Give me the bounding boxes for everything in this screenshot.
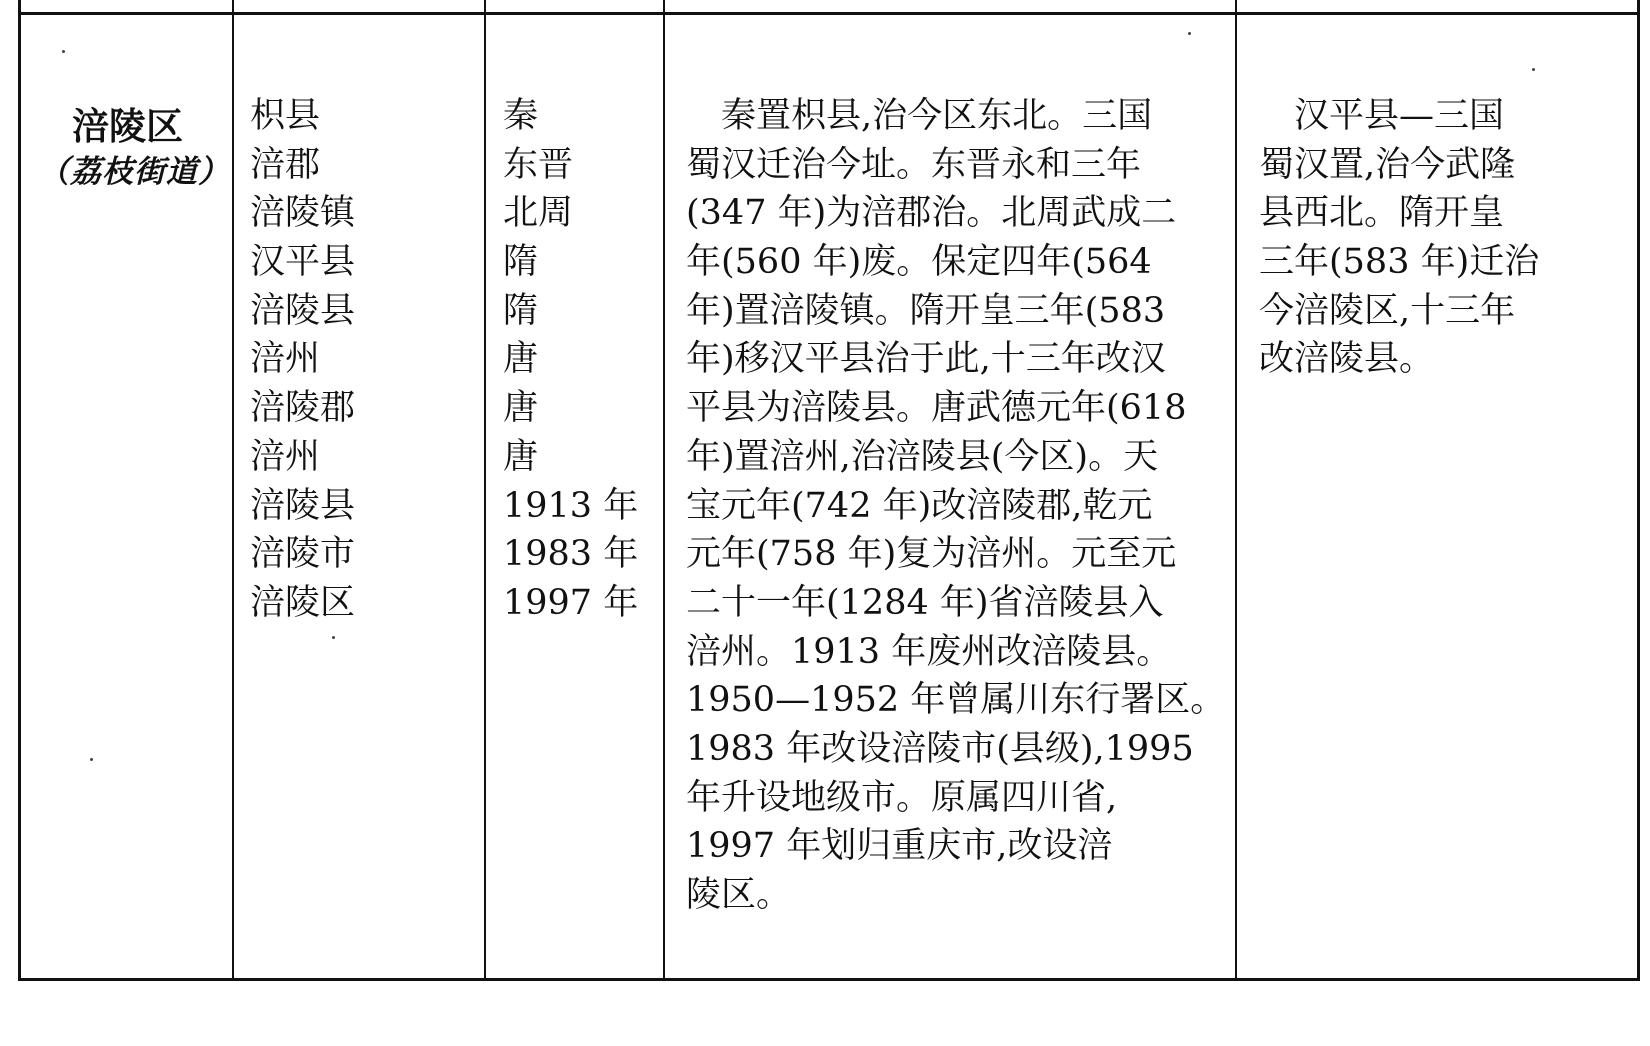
list-item: 涪郡 xyxy=(250,144,321,185)
table-top-rule xyxy=(18,12,1640,15)
history-line: 1950—1952 年曾属川东行署区。 xyxy=(686,680,1226,721)
history-line: 元年(758 年)复为涪州。元至元 xyxy=(686,534,1177,575)
list-item: 唐 xyxy=(503,339,539,380)
history-line: 1997 年划归重庆市,改设涪 xyxy=(686,826,1113,867)
list-item: 涪陵市 xyxy=(250,534,356,575)
note-line: 汉平县—三国 xyxy=(1259,96,1505,136)
column-divider-4 xyxy=(1235,0,1237,981)
history-line: 秦置枳县,治今区东北。三国 xyxy=(686,96,1153,136)
place-name: 涪陵区 xyxy=(72,104,183,148)
list-item: 汉平县 xyxy=(250,242,356,283)
list-item: 1997 年 xyxy=(503,582,639,623)
scan-speck xyxy=(90,758,93,761)
history-line: 年)置涪州,治涪陵县(今区)。天 xyxy=(686,436,1159,477)
note-line: 县西北。隋开皇 xyxy=(1259,193,1505,234)
eras-list xyxy=(503,92,638,628)
history-line: 宝元年(742 年)改涪陵郡,乾元 xyxy=(686,485,1153,526)
list-item: 唐 xyxy=(503,436,539,477)
history-line: 涪州。1913 年废州改涪陵县。 xyxy=(686,631,1172,672)
history-line: 平县为涪陵县。唐武德元年(618 xyxy=(686,388,1187,429)
column-divider-1 xyxy=(232,0,234,981)
history-line: 年)移汉平县治于此,十三年改汉 xyxy=(686,339,1166,380)
list-item: 涪州 xyxy=(250,436,321,477)
column-divider-3 xyxy=(663,0,665,981)
history-paragraph xyxy=(686,92,1226,920)
history-line: 蜀汉迁治今址。东晋永和三年 xyxy=(686,144,1142,185)
history-line: 年升设地级市。原属四川省, xyxy=(686,777,1118,818)
scan-speck xyxy=(1532,68,1535,71)
list-item: 隋 xyxy=(503,242,539,283)
column-divider-right-edge xyxy=(1637,0,1640,981)
history-line: 1983 年改设涪陵市(县级),1995 xyxy=(686,728,1194,769)
former-names-list xyxy=(250,92,355,628)
list-item: 1913 年 xyxy=(503,485,639,526)
history-line: 陵区。 xyxy=(686,875,792,915)
history-line: (347 年)为涪郡治。北周武成二 xyxy=(686,193,1177,234)
place-subdistrict: （荔枝街道） xyxy=(38,154,230,190)
list-item: 秦 xyxy=(503,96,539,136)
note-line: 今涪陵区,十三年 xyxy=(1259,290,1516,331)
list-item: 涪陵区 xyxy=(250,582,356,623)
history-line: 年)置涪陵镇。隋开皇三年(583 xyxy=(686,290,1166,331)
note-line: 三年(583 年)迁治 xyxy=(1259,242,1540,283)
scan-speck xyxy=(332,636,335,639)
note-paragraph xyxy=(1259,92,1539,384)
list-item: 枳县 xyxy=(250,96,321,136)
list-item: 唐 xyxy=(503,388,539,429)
list-item: 东晋 xyxy=(503,144,574,185)
history-line: 年(560 年)废。保定四年(564 xyxy=(686,242,1152,283)
list-item: 涪陵镇 xyxy=(250,193,356,234)
scan-speck xyxy=(62,50,65,53)
list-item: 涪陵县 xyxy=(250,485,356,526)
list-item: 北周 xyxy=(503,193,574,234)
column-divider-2 xyxy=(484,0,486,981)
list-item: 涪陵县 xyxy=(250,290,356,331)
list-item: 涪陵郡 xyxy=(250,388,356,429)
history-line: 二十一年(1284 年)省涪陵县入 xyxy=(686,582,1164,623)
table-bottom-rule xyxy=(18,978,1640,981)
note-line: 改涪陵县。 xyxy=(1259,339,1435,380)
column-divider-left-edge xyxy=(18,0,21,981)
note-line: 蜀汉置,治今武隆 xyxy=(1259,144,1516,185)
list-item: 1983 年 xyxy=(503,534,639,575)
list-item: 涪州 xyxy=(250,339,321,380)
scan-speck xyxy=(1188,32,1191,35)
list-item: 隋 xyxy=(503,290,539,331)
